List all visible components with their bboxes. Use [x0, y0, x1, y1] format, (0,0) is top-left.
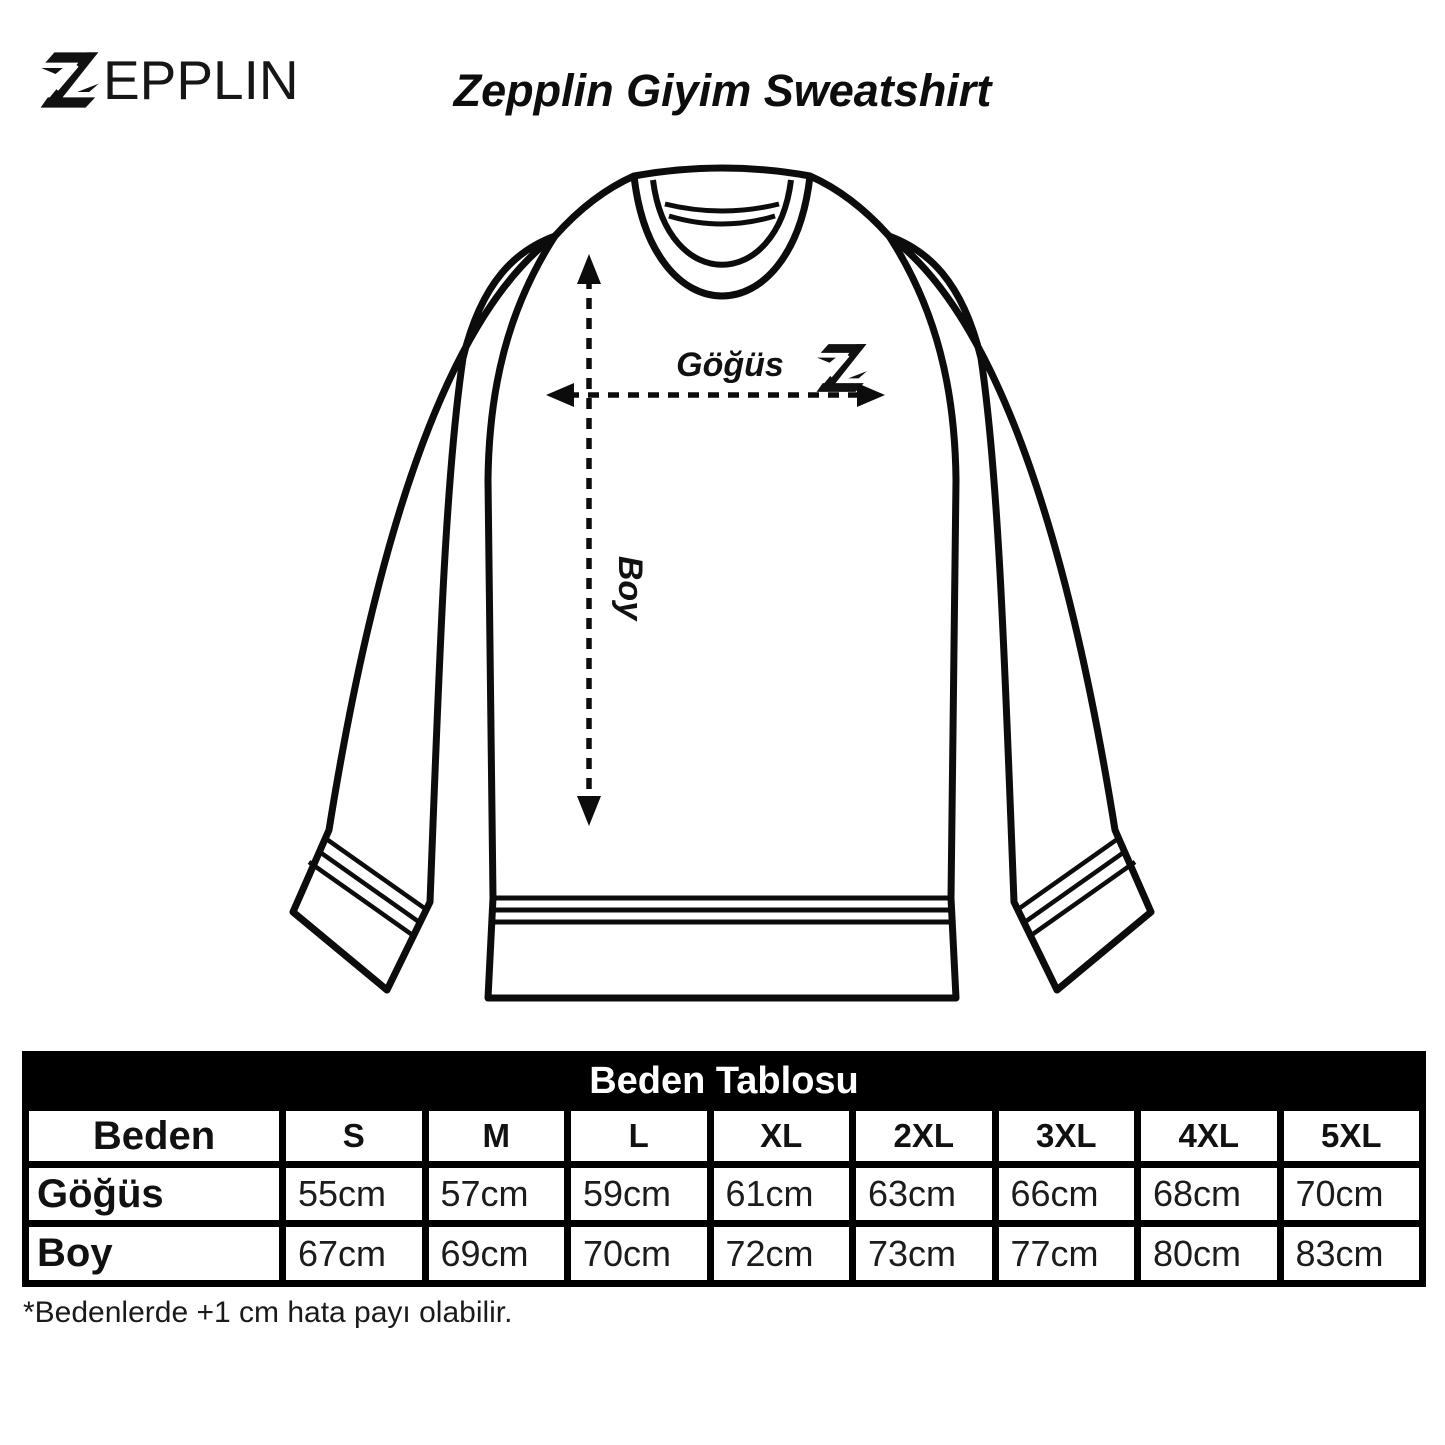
size-cell: 77cm	[999, 1227, 1135, 1280]
size-cell: 66cm	[999, 1168, 1135, 1220]
size-cell: 83cm	[1284, 1227, 1420, 1280]
size-cell: 57cm	[429, 1168, 565, 1220]
col-header-2xl: 2XL	[856, 1111, 992, 1161]
col-header-beden: Beden	[29, 1111, 279, 1161]
col-header-xl: XL	[714, 1111, 850, 1161]
col-header-m: M	[429, 1111, 565, 1161]
size-cell: 61cm	[714, 1168, 850, 1220]
title-emphasis: Sweatshirt	[763, 65, 992, 116]
row-label-chest: Göğüs	[29, 1168, 279, 1220]
size-cell: 73cm	[856, 1227, 992, 1280]
size-cell: 63cm	[856, 1168, 992, 1220]
size-cell: 70cm	[1284, 1168, 1420, 1220]
size-cell: 69cm	[429, 1227, 565, 1280]
size-cell: 67cm	[286, 1227, 422, 1280]
size-cell: 55cm	[286, 1168, 422, 1220]
size-cell: 59cm	[571, 1168, 707, 1220]
col-header-4xl: 4XL	[1141, 1111, 1277, 1161]
size-table	[22, 1051, 1426, 1287]
size-cell: 80cm	[1141, 1227, 1277, 1280]
size-cell: 72cm	[714, 1227, 850, 1280]
col-header-s: S	[286, 1111, 422, 1161]
size-cell: 70cm	[571, 1227, 707, 1280]
brand-wordmark: EPPLIN	[103, 48, 299, 111]
chest-measure-label: Göğüs	[676, 346, 784, 384]
length-measure-label: Boy	[611, 555, 649, 621]
footnote: *Bedenlerde +1 cm hata payı olabilir.	[23, 1296, 513, 1329]
col-header-l: L	[571, 1111, 707, 1161]
title-prefix: Zepplin Giyim	[453, 65, 752, 116]
col-header-3xl: 3XL	[999, 1111, 1135, 1161]
col-header-5xl: 5XL	[1284, 1111, 1420, 1161]
size-table-title: Beden Tablosu	[29, 1058, 1419, 1104]
sweatshirt-diagram	[267, 150, 1179, 1042]
page-title	[0, 66, 1445, 116]
size-cell: 68cm	[1141, 1168, 1277, 1220]
row-label-length: Boy	[29, 1227, 279, 1280]
